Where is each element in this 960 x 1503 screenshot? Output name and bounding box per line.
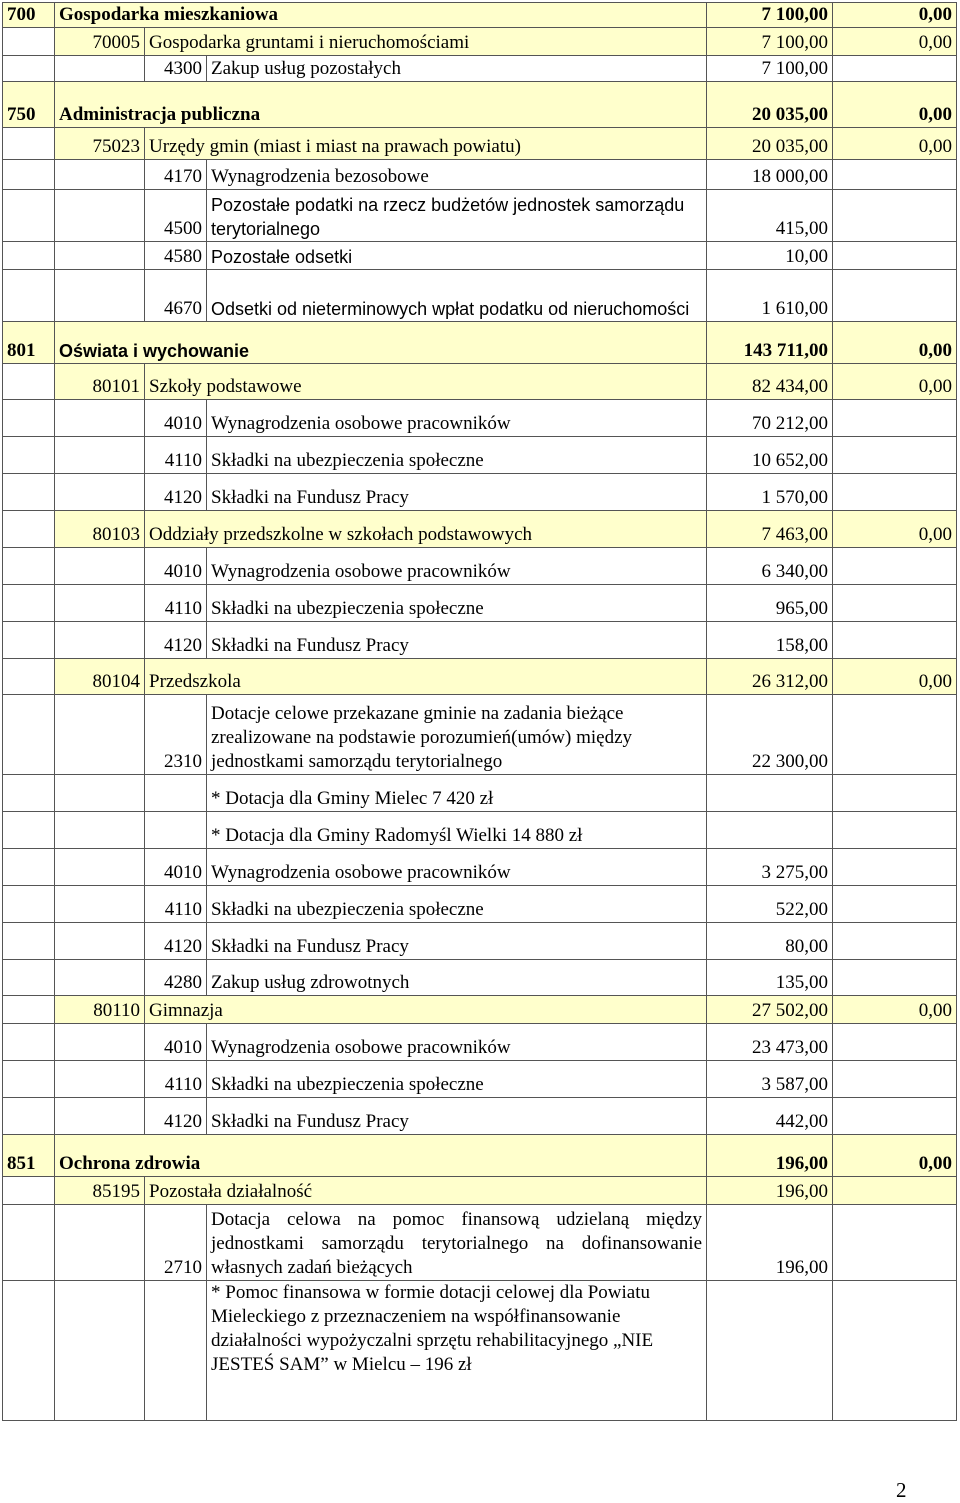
paragraf-name: Składki na ubezpieczenia społeczne xyxy=(207,585,707,622)
empty-cell xyxy=(833,812,957,849)
paragraf-row xyxy=(3,190,957,242)
paragraf-code: 4110 xyxy=(145,585,207,622)
indent-cell xyxy=(3,695,55,775)
indent-cell xyxy=(3,1281,55,1421)
note-row xyxy=(3,812,957,849)
dzial-name: Ochrona zdrowia xyxy=(55,1135,707,1177)
rozdzial-name: Przedszkola xyxy=(145,659,707,695)
indent-cell xyxy=(55,849,145,886)
dzial-amount: 196,00 xyxy=(707,1135,833,1177)
rozdzial-name: Gospodarka gruntami i nieruchomościami xyxy=(145,28,707,56)
indent-cell xyxy=(3,1098,55,1135)
note-row xyxy=(3,775,957,812)
rozdzial-code: 80104 xyxy=(55,659,145,695)
paragraf-row xyxy=(3,474,957,511)
rozdzial-name: Urzędy gmin (miast i miast na prawach powiatu) xyxy=(145,128,707,160)
rozdzial-name: Pozostała działalność xyxy=(145,1177,707,1205)
paragraf-name: Składki na ubezpieczenia społeczne xyxy=(207,886,707,923)
paragraf-row xyxy=(3,960,957,996)
note-text: * Dotacja dla Gminy Radomyśl Wielki 14 880 zł xyxy=(207,812,707,849)
rozdzial-code: 80101 xyxy=(55,364,145,400)
indent-cell xyxy=(3,128,55,160)
dzial-row xyxy=(3,322,957,364)
paragraf-name: Pozostałe podatki na rzecz budżetów jednostek samorządu terytorialnego xyxy=(207,190,707,242)
indent-cell xyxy=(3,437,55,474)
indent-cell xyxy=(3,585,55,622)
paragraf-name: Dotacje celowe przekazane gminie na zadania bieżące zrealizowane na podstawie porozumień(umów) między jednostkami samorządu terytorialnego xyxy=(207,695,707,775)
empty-cell xyxy=(833,474,957,511)
paragraf-code: 4170 xyxy=(145,160,207,190)
dzial-other: 0,00 xyxy=(833,322,957,364)
paragraf-name: Pozostałe odsetki xyxy=(207,242,707,270)
budget-table xyxy=(2,2,957,1421)
empty-cell xyxy=(707,812,833,849)
rozdzial-other: 0,00 xyxy=(833,364,957,400)
empty-cell xyxy=(833,695,957,775)
paragraf-row xyxy=(3,695,957,775)
indent-cell xyxy=(55,1205,145,1281)
indent-cell xyxy=(55,960,145,996)
indent-cell xyxy=(3,364,55,400)
indent-cell xyxy=(55,585,145,622)
paragraf-amount: 1 610,00 xyxy=(707,270,833,322)
paragraf-amount: 7 100,00 xyxy=(707,56,833,82)
paragraf-row xyxy=(3,585,957,622)
paragraf-code: 4110 xyxy=(145,1061,207,1098)
indent-cell xyxy=(3,28,55,56)
indent-cell xyxy=(3,849,55,886)
rozdzial-row xyxy=(3,511,957,548)
dzial-name: Administracja publiczna xyxy=(55,82,707,128)
rozdzial-amount: 7 463,00 xyxy=(707,511,833,548)
paragraf-amount: 10,00 xyxy=(707,242,833,270)
rozdzial-name: Gimnazja xyxy=(145,996,707,1024)
indent-cell xyxy=(3,775,55,812)
dzial-amount: 7 100,00 xyxy=(707,3,833,28)
paragraf-row xyxy=(3,1098,957,1135)
paragraf-row xyxy=(3,548,957,585)
indent-cell xyxy=(3,812,55,849)
dzial-amount: 20 035,00 xyxy=(707,82,833,128)
indent-cell xyxy=(55,1281,145,1421)
empty-cell xyxy=(833,775,957,812)
dzial-other: 0,00 xyxy=(833,3,957,28)
paragraf-row xyxy=(3,622,957,659)
paragraf-name: Wynagrodzenia osobowe pracowników xyxy=(207,849,707,886)
paragraf-code: 4500 xyxy=(145,190,207,242)
rozdzial-row xyxy=(3,128,957,160)
indent-cell xyxy=(3,960,55,996)
empty-cell xyxy=(833,548,957,585)
paragraf-code: 4010 xyxy=(145,849,207,886)
indent-cell xyxy=(55,1098,145,1135)
empty-cell xyxy=(833,849,957,886)
paragraf-code: 4280 xyxy=(145,960,207,996)
empty-cell xyxy=(145,775,207,812)
indent-cell xyxy=(3,923,55,960)
note-row xyxy=(3,1281,957,1421)
rozdzial-amount: 7 100,00 xyxy=(707,28,833,56)
indent-cell xyxy=(55,56,145,82)
paragraf-name: Wynagrodzenia osobowe pracowników xyxy=(207,400,707,437)
rozdzial-other: 0,00 xyxy=(833,511,957,548)
paragraf-name: Składki na Fundusz Pracy xyxy=(207,1098,707,1135)
paragraf-code: 4010 xyxy=(145,1024,207,1061)
empty-cell xyxy=(707,1281,833,1421)
paragraf-code: 4010 xyxy=(145,400,207,437)
paragraf-amount: 415,00 xyxy=(707,190,833,242)
paragraf-row xyxy=(3,160,957,190)
paragraf-name: Składki na ubezpieczenia społeczne xyxy=(207,1061,707,1098)
paragraf-name: Składki na Fundusz Pracy xyxy=(207,474,707,511)
rozdzial-other: 0,00 xyxy=(833,659,957,695)
paragraf-row xyxy=(3,437,957,474)
dzial-code: 750 xyxy=(3,82,55,128)
paragraf-code: 4120 xyxy=(145,622,207,659)
paragraf-row xyxy=(3,56,957,82)
empty-cell xyxy=(145,812,207,849)
dzial-row xyxy=(3,1135,957,1177)
indent-cell xyxy=(3,622,55,659)
rozdzial-amount: 20 035,00 xyxy=(707,128,833,160)
indent-cell xyxy=(3,1177,55,1205)
note-text: * Dotacja dla Gminy Mielec 7 420 zł xyxy=(207,775,707,812)
indent-cell xyxy=(3,548,55,585)
indent-cell xyxy=(3,886,55,923)
dzial-code: 851 xyxy=(3,1135,55,1177)
indent-cell xyxy=(55,160,145,190)
empty-cell xyxy=(145,1281,207,1421)
empty-cell xyxy=(833,190,957,242)
paragraf-amount: 22 300,00 xyxy=(707,695,833,775)
dzial-other: 0,00 xyxy=(833,1135,957,1177)
empty-cell xyxy=(833,585,957,622)
empty-cell xyxy=(833,56,957,82)
indent-cell xyxy=(55,923,145,960)
rozdzial-code: 80110 xyxy=(55,996,145,1024)
indent-cell xyxy=(55,190,145,242)
paragraf-name: Dotacja celowa na pomoc finansową udzielaną między jednostkami samorządu terytorialnego na dofinansowanie własnych zadań bieżących xyxy=(207,1205,707,1281)
indent-cell xyxy=(55,474,145,511)
rozdzial-other xyxy=(833,1177,957,1205)
paragraf-amount: 965,00 xyxy=(707,585,833,622)
empty-cell xyxy=(833,886,957,923)
paragraf-name: Wynagrodzenia bezosobowe xyxy=(207,160,707,190)
indent-cell xyxy=(55,400,145,437)
empty-cell xyxy=(833,622,957,659)
dzial-name: Gospodarka mieszkaniowa xyxy=(55,3,707,28)
rozdzial-row xyxy=(3,659,957,695)
paragraf-name: Zakup usług pozostałych xyxy=(207,56,707,82)
empty-cell xyxy=(833,1061,957,1098)
empty-cell xyxy=(833,960,957,996)
paragraf-amount: 3 275,00 xyxy=(707,849,833,886)
paragraf-name: Wynagrodzenia osobowe pracowników xyxy=(207,548,707,585)
indent-cell xyxy=(55,1061,145,1098)
indent-cell xyxy=(3,659,55,695)
paragraf-row xyxy=(3,242,957,270)
paragraf-code: 4110 xyxy=(145,437,207,474)
paragraf-amount: 3 587,00 xyxy=(707,1061,833,1098)
paragraf-code: 4580 xyxy=(145,242,207,270)
indent-cell xyxy=(3,242,55,270)
paragraf-code: 4010 xyxy=(145,548,207,585)
empty-cell xyxy=(833,437,957,474)
rozdzial-code: 75023 xyxy=(55,128,145,160)
paragraf-amount: 10 652,00 xyxy=(707,437,833,474)
rozdzial-name: Oddziały przedszkolne w szkołach podstawowych xyxy=(145,511,707,548)
indent-cell xyxy=(3,474,55,511)
rozdzial-code: 85195 xyxy=(55,1177,145,1205)
rozdzial-row xyxy=(3,364,957,400)
rozdzial-other: 0,00 xyxy=(833,128,957,160)
paragraf-row xyxy=(3,1024,957,1061)
indent-cell xyxy=(3,56,55,82)
paragraf-amount: 6 340,00 xyxy=(707,548,833,585)
indent-cell xyxy=(55,775,145,812)
dzial-amount: 143 711,00 xyxy=(707,322,833,364)
dzial-name: Oświata i wychowanie xyxy=(55,322,707,364)
indent-cell xyxy=(3,1024,55,1061)
rozdzial-amount: 82 434,00 xyxy=(707,364,833,400)
paragraf-row xyxy=(3,849,957,886)
indent-cell xyxy=(55,242,145,270)
paragraf-code: 4120 xyxy=(145,474,207,511)
paragraf-row xyxy=(3,1061,957,1098)
paragraf-code: 4120 xyxy=(145,1098,207,1135)
indent-cell xyxy=(55,270,145,322)
indent-cell xyxy=(3,270,55,322)
note-text: * Pomoc finansowa w formie dotacji celowej dla Powiatu Mieleckiego z przeznaczeniem na współfinansowanie działalności wypożyczalni sprzętu rehabilitacyjnego „NIE JESTEŚ SAM” w Mielcu – 196 zł xyxy=(207,1281,707,1421)
dzial-row xyxy=(3,3,957,28)
empty-cell xyxy=(833,1024,957,1061)
dzial-code: 801 xyxy=(3,322,55,364)
paragraf-amount: 522,00 xyxy=(707,886,833,923)
indent-cell xyxy=(3,190,55,242)
empty-cell xyxy=(833,1281,957,1421)
paragraf-amount: 442,00 xyxy=(707,1098,833,1135)
rozdzial-row xyxy=(3,28,957,56)
dzial-other: 0,00 xyxy=(833,82,957,128)
budget-table-body xyxy=(3,3,957,1421)
page-number: 2 xyxy=(896,1478,907,1502)
indent-cell xyxy=(3,511,55,548)
indent-cell xyxy=(3,160,55,190)
paragraf-code: 2310 xyxy=(145,695,207,775)
rozdzial-code: 70005 xyxy=(55,28,145,56)
indent-cell xyxy=(3,400,55,437)
empty-cell xyxy=(833,1098,957,1135)
paragraf-amount: 18 000,00 xyxy=(707,160,833,190)
empty-cell xyxy=(833,400,957,437)
paragraf-code: 4300 xyxy=(145,56,207,82)
empty-cell xyxy=(833,1205,957,1281)
paragraf-code: 4110 xyxy=(145,886,207,923)
paragraf-code: 4120 xyxy=(145,923,207,960)
paragraf-amount: 80,00 xyxy=(707,923,833,960)
rozdzial-code: 80103 xyxy=(55,511,145,548)
indent-cell xyxy=(55,548,145,585)
paragraf-row xyxy=(3,270,957,322)
paragraf-row xyxy=(3,1205,957,1281)
indent-cell xyxy=(3,1061,55,1098)
paragraf-amount: 1 570,00 xyxy=(707,474,833,511)
paragraf-name: Odsetki od nieterminowych wpłat podatku od nieruchomości xyxy=(207,270,707,322)
indent-cell xyxy=(55,622,145,659)
empty-cell xyxy=(833,923,957,960)
paragraf-code: 4670 xyxy=(145,270,207,322)
paragraf-row xyxy=(3,886,957,923)
paragraf-row xyxy=(3,923,957,960)
paragraf-name: Zakup usług zdrowotnych xyxy=(207,960,707,996)
dzial-code: 700 xyxy=(3,3,55,28)
paragraf-amount: 158,00 xyxy=(707,622,833,659)
rozdzial-amount: 196,00 xyxy=(707,1177,833,1205)
paragraf-name: Wynagrodzenia osobowe pracowników xyxy=(207,1024,707,1061)
indent-cell xyxy=(55,437,145,474)
paragraf-row xyxy=(3,400,957,437)
rozdzial-row xyxy=(3,996,957,1024)
paragraf-name: Składki na ubezpieczenia społeczne xyxy=(207,437,707,474)
indent-cell xyxy=(55,886,145,923)
rozdzial-amount: 26 312,00 xyxy=(707,659,833,695)
rozdzial-amount: 27 502,00 xyxy=(707,996,833,1024)
paragraf-name: Składki na Fundusz Pracy xyxy=(207,923,707,960)
indent-cell xyxy=(3,996,55,1024)
empty-cell xyxy=(833,160,957,190)
indent-cell xyxy=(55,695,145,775)
rozdzial-name: Szkoły podstawowe xyxy=(145,364,707,400)
indent-cell xyxy=(55,812,145,849)
paragraf-amount: 23 473,00 xyxy=(707,1024,833,1061)
empty-cell xyxy=(833,270,957,322)
empty-cell xyxy=(707,775,833,812)
indent-cell xyxy=(3,1205,55,1281)
empty-cell xyxy=(833,242,957,270)
dzial-row xyxy=(3,82,957,128)
rozdzial-other: 0,00 xyxy=(833,28,957,56)
paragraf-amount: 135,00 xyxy=(707,960,833,996)
paragraf-amount: 196,00 xyxy=(707,1205,833,1281)
paragraf-name: Składki na Fundusz Pracy xyxy=(207,622,707,659)
paragraf-code: 2710 xyxy=(145,1205,207,1281)
paragraf-amount: 70 212,00 xyxy=(707,400,833,437)
rozdzial-other: 0,00 xyxy=(833,996,957,1024)
rozdzial-row xyxy=(3,1177,957,1205)
indent-cell xyxy=(55,1024,145,1061)
